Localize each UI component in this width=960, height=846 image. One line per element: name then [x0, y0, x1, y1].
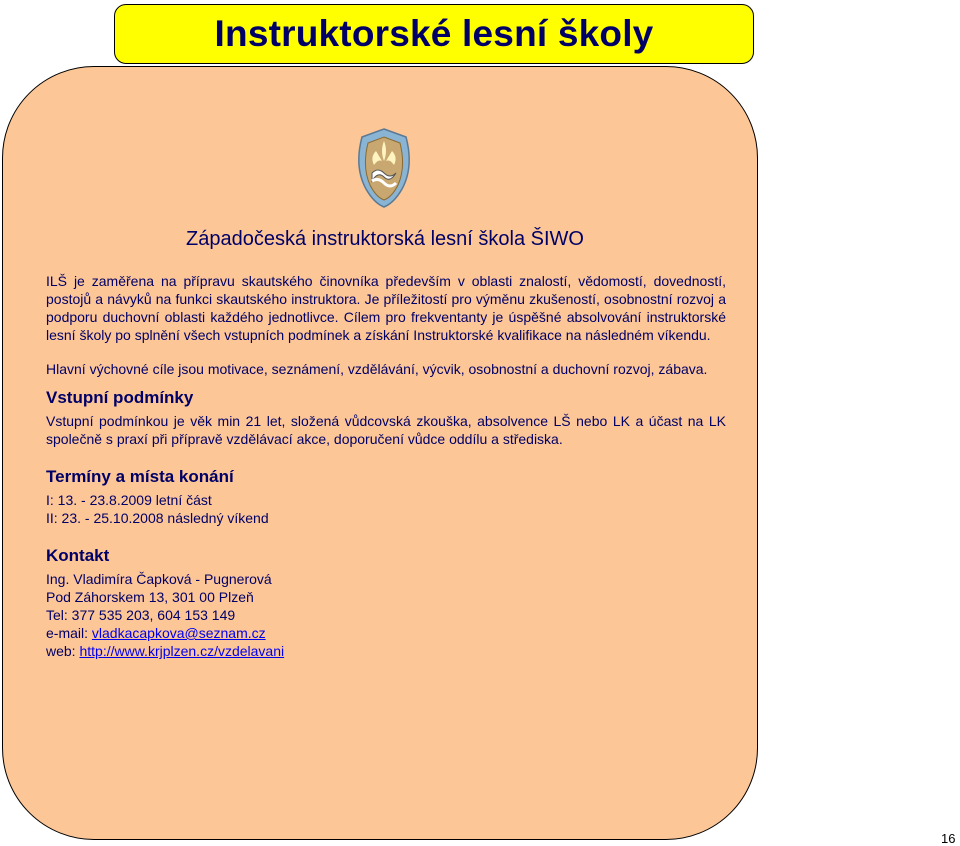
page-number: 16: [941, 831, 956, 846]
email-link[interactable]: vladkacapkova@seznam.cz: [91, 625, 266, 641]
contact-address: Pod Záhorskem 13, 301 00 Plzeň: [46, 589, 254, 605]
web-label: web:: [46, 643, 80, 659]
web-link[interactable]: http://www.krjplzen.cz/vzdelavani: [79, 643, 285, 659]
contact-heading: Kontakt: [46, 546, 110, 565]
title-banner: [114, 4, 754, 64]
entry-heading: Vstupní podmínky: [46, 388, 194, 407]
term-summer: I: 13. - 23.8.2009 letní část: [46, 492, 212, 508]
scout-emblem-icon: [354, 127, 414, 209]
contact-name: Ing. Vladimíra Čapková - Pugnerová: [46, 571, 272, 587]
goals-paragraph: Hlavní výchovné cíle jsou motivace, seznámení, vzdělávání, výcvik, osobnostní a duchovní rozvoj, zábava.: [46, 361, 708, 377]
entry-text: Vstupní podmínkou je věk min 21 let, složená vůdcovská zkouška, absolvence LŠ nebo LK a účast na LK společně s praxí při přípravě vzdělávací akce, doporučení vůdce oddílu a střediska.: [46, 413, 726, 447]
page-title: Instruktorské lesní školy: [214, 13, 654, 54]
terms-heading: Termíny a místa konání: [46, 467, 234, 486]
intro-paragraph: ILŠ je zaměřena na přípravu skautského činovníka především v oblasti znalostí, vědomostí, dovedností, postojů a návyků na funkci skautského instruktora. Je příležitostí pro výměnu zkušeností, osobnostní rozvoj a podporu duchovní oblasti každého jednotlivce. Cílem pro frekventanty je úspěšné absolvování instruktorské lesní školy po splnění všech vstupních podmínek a získání Instruktorské kvalifikace na následném víkendu.: [46, 273, 726, 343]
contact-phone: Tel: 377 535 203, 604 153 149: [46, 607, 236, 623]
contact-email-line: [46, 624, 726, 642]
terms-list: [46, 491, 726, 527]
email-label: e-mail:: [46, 625, 92, 641]
contact-block: [46, 570, 726, 660]
term-weekend: II: 23. - 25.10.2008 následný víkend: [46, 510, 269, 526]
content-body: [46, 272, 726, 660]
school-subtitle: Západočeská instruktorská lesní škola ŠIWO: [186, 228, 584, 250]
contact-web-line: [46, 642, 726, 660]
